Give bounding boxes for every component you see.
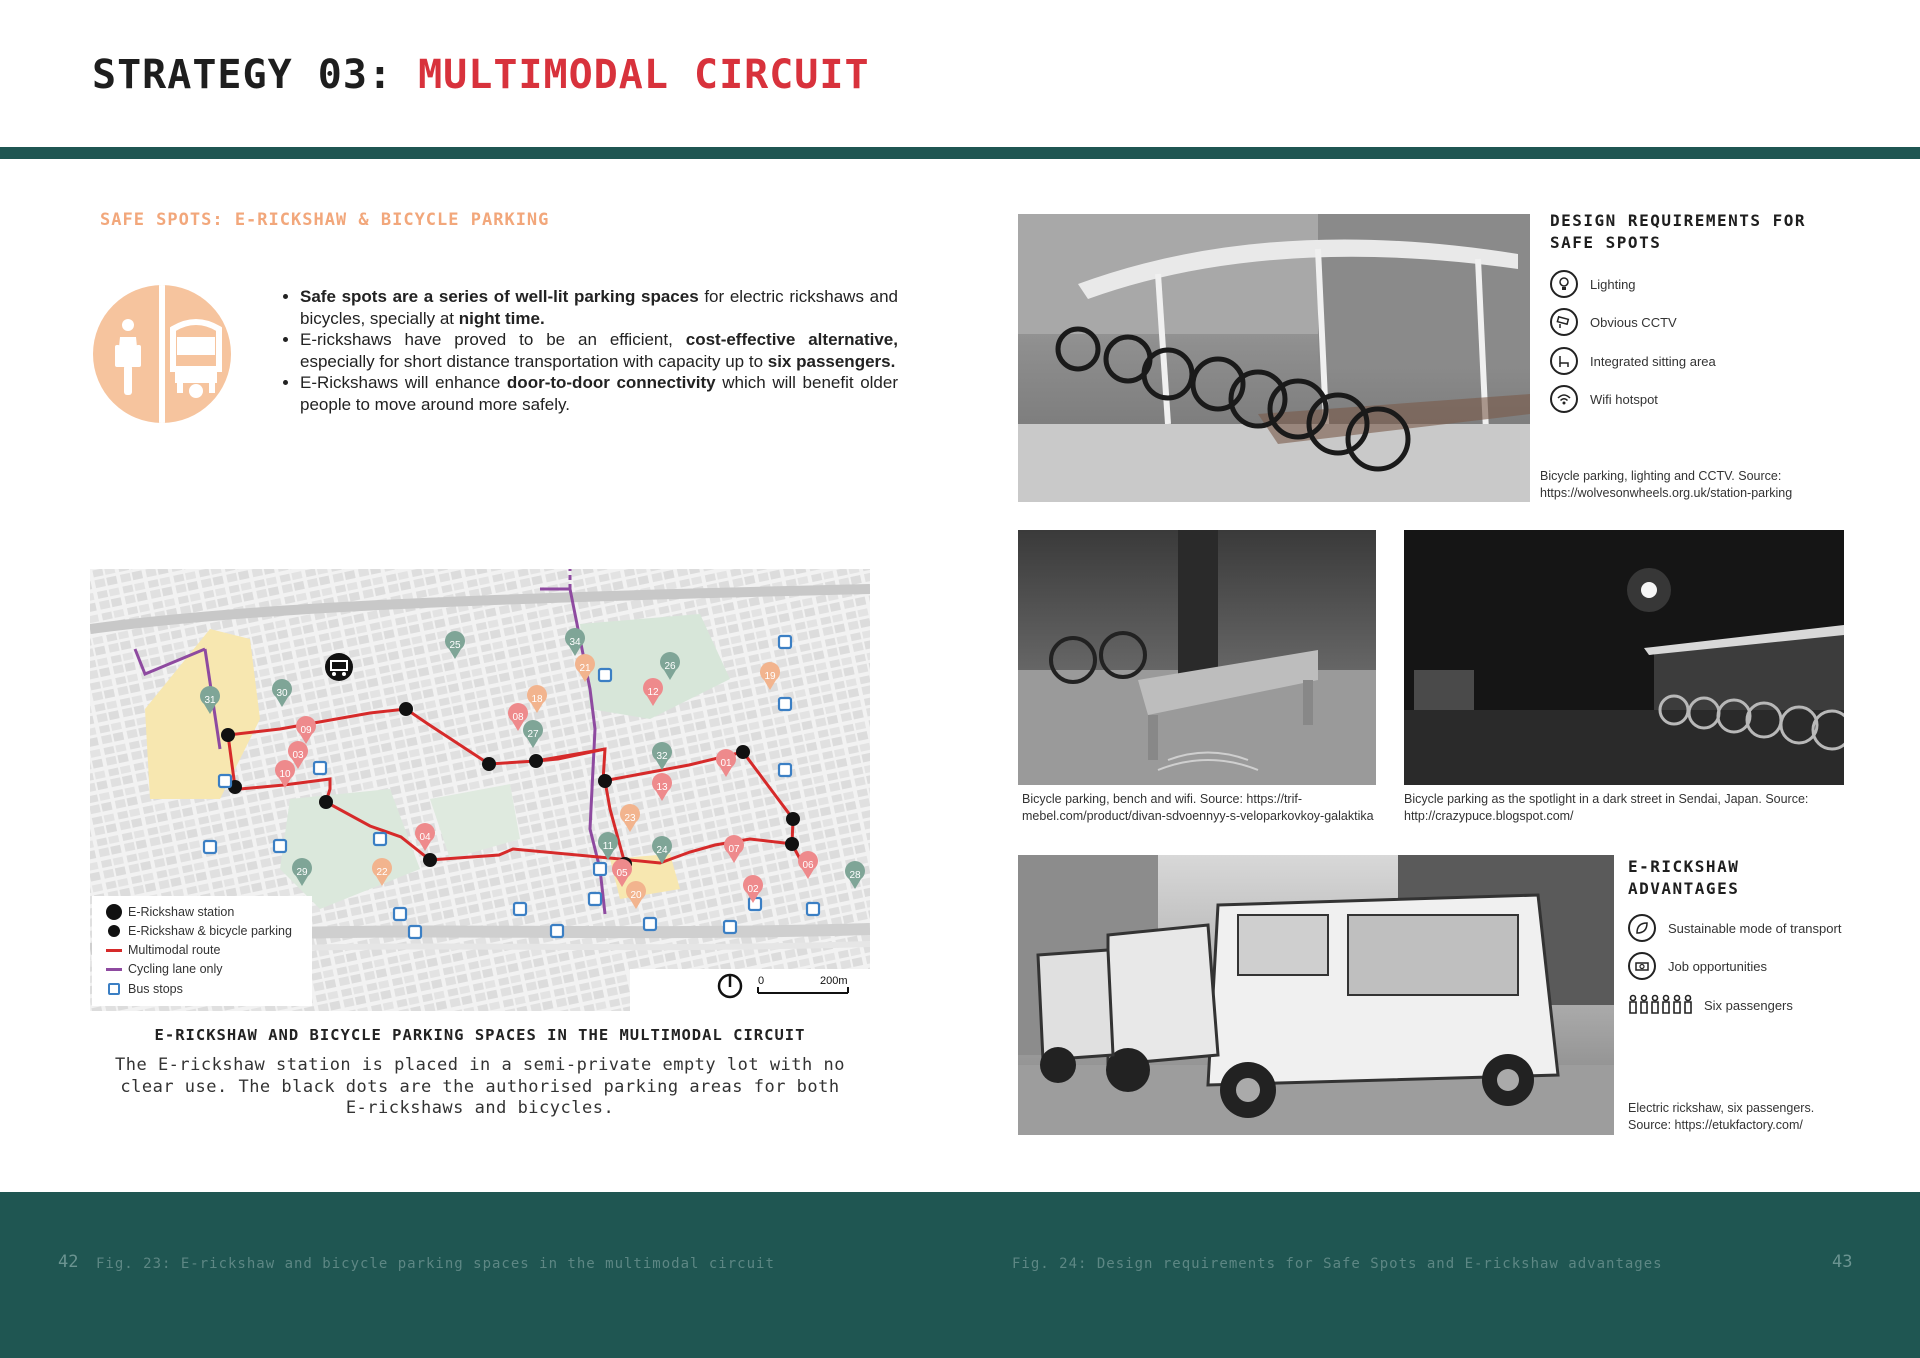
parking-dot	[221, 728, 235, 742]
leaf-icon	[1628, 914, 1656, 942]
scale-end-label: 200m	[820, 975, 848, 987]
advantages-title: E-RICKSHAW ADVANTAGES	[1628, 857, 1740, 898]
parking-dot	[482, 757, 496, 771]
legend-label: Multimodal route	[128, 943, 221, 957]
section-subtitle: SAFE SPOTS: E-RICKSHAW & BICYCLE PARKING	[100, 210, 550, 230]
bus-stop-marker	[374, 833, 386, 845]
advantage-item-jobs	[1628, 952, 1767, 980]
legend-item	[106, 904, 234, 920]
bench-illustration	[1018, 530, 1376, 785]
legend-label: E-Rickshaw station	[128, 905, 235, 919]
design-item-cctv	[1550, 308, 1677, 336]
design-item-lighting	[1550, 270, 1636, 298]
bicycle-rickshaw-icon	[93, 285, 231, 423]
bicycle-shelter-illustration	[1018, 214, 1530, 502]
bus-stop-marker	[779, 636, 791, 648]
parking-dot	[598, 774, 612, 788]
bus-stop-marker	[724, 921, 736, 933]
pin-label: 19	[764, 671, 776, 682]
bench-wifi-photo	[1018, 530, 1376, 785]
legend-label: Bus stops	[128, 982, 183, 996]
night-street-illustration	[1404, 530, 1844, 785]
pin-label: 30	[276, 688, 288, 699]
bus-stop-marker	[409, 926, 421, 938]
bus-stop-marker	[394, 908, 406, 920]
pin-label: 11	[602, 841, 614, 852]
bullet-bold-text: six passengers.	[767, 351, 896, 371]
money-icon	[1628, 952, 1656, 980]
bus-stop-marker	[274, 840, 286, 852]
page-number-right: 43	[1832, 1252, 1853, 1272]
bus-stop-marker	[599, 669, 611, 681]
design-requirements-title: DESIGN REQUIREMENTS FOR SAFE SPOTS	[1550, 211, 1807, 252]
bullet-text: especially for short distance transportation with capacity up to	[300, 351, 768, 371]
pin-label: 21	[579, 663, 591, 674]
passengers-icon	[1628, 994, 1694, 1017]
bullet-bold-text: night time.	[458, 308, 545, 328]
title-prefix: STRATEGY 03:	[92, 52, 419, 98]
pin-label: 34	[569, 637, 581, 648]
pin-label: 07	[728, 844, 740, 855]
purple-line-icon	[106, 968, 122, 971]
map-caption-title: E-RICKSHAW AND BICYCLE PARKING SPACES IN THE MULTIMODAL CIRCUIT	[154, 1026, 806, 1044]
night-photo-caption: Bicycle parking as the spotlight in a dark street in Sendai, Japan. Source: http://crazypuce.blogspot.com/	[1404, 792, 1809, 823]
bullet-bold-text: cost-effective alternative,	[685, 330, 898, 349]
legend-label: Cycling lane only	[128, 962, 223, 976]
pin-label: 08	[512, 712, 524, 723]
scale-start-label: 0	[758, 975, 765, 987]
bus-stop-marker	[779, 764, 791, 776]
pin-label: 09	[300, 725, 312, 736]
advantage-item-passengers	[1628, 994, 1793, 1017]
bus-stop-marker	[314, 762, 326, 774]
design-item-label: Wifi hotspot	[1590, 391, 1658, 407]
pin-label: 10	[279, 769, 291, 780]
pin-label: 06	[802, 860, 814, 871]
bullet-text: E-Rickshaws will enhance	[300, 373, 507, 392]
bus-stop-marker	[551, 925, 563, 937]
parking-dot	[319, 795, 333, 809]
design-item-wifi	[1550, 385, 1658, 413]
design-item-label: Lighting	[1590, 276, 1636, 292]
bullet-bold-text: Safe spots are a series of well-lit parking spaces	[300, 287, 699, 306]
pin-label: 24	[656, 845, 668, 856]
map-caption-text: The E-rickshaw station is placed in a semi-private empty lot with no clear use. The black dots are the authorised parking areas for both E-rickshaws and bicycles.	[115, 1055, 845, 1118]
rickshaw-illustration	[1018, 855, 1614, 1135]
bus-stop-icon	[108, 983, 120, 995]
parking-dot	[529, 754, 543, 768]
rickshaw-photo-caption: Electric rickshaw, six passengers. Source: https://etukfactory.com/	[1628, 1101, 1815, 1132]
bicycle-shelter-photo	[1018, 214, 1530, 502]
pin-label: 03	[292, 750, 304, 761]
rickshaw-station-icon	[106, 904, 122, 920]
bus-stop-marker	[594, 863, 606, 875]
pin-label: 04	[419, 832, 431, 843]
pin-label: 02	[747, 884, 759, 895]
bus-stop-marker	[514, 903, 526, 915]
pin-label: 01	[720, 758, 732, 769]
footer-bar	[0, 1192, 1920, 1358]
bullet-text: which will benefit older people to move around more safely.	[300, 373, 899, 414]
design-item-label: Obvious CCTV	[1590, 314, 1677, 330]
pin-label: 26	[664, 661, 676, 672]
bullet-list	[268, 286, 898, 415]
icon-divider	[159, 285, 165, 423]
parking-dot	[399, 702, 413, 716]
bus-stop-marker	[779, 698, 791, 710]
legend-item	[106, 943, 220, 957]
bus-stop-marker	[749, 898, 761, 910]
parking-dot	[786, 812, 800, 826]
advantage-label: Six passengers	[1704, 998, 1793, 1013]
figure-caption-left: Fig. 23: E-rickshaw and bicycle parking spaces in the multimodal circuit	[96, 1256, 775, 1272]
rickshaw-station-icon	[325, 653, 353, 681]
design-item-seat	[1550, 347, 1716, 375]
top-divider-bar	[0, 147, 1920, 159]
figure-caption-right: Fig. 24: Design requirements for Safe Spots and E-rickshaw advantages	[1012, 1256, 1663, 1272]
title-highlight: MULTIMODAL CIRCUIT	[418, 52, 870, 98]
legend-item	[106, 982, 183, 996]
bullet-text: E-rickshaws have proved to be an efficient,	[300, 330, 686, 349]
legend-label: E-Rickshaw & bicycle parking	[128, 924, 292, 938]
parking-dot	[736, 745, 750, 759]
pin-label: 29	[296, 867, 308, 878]
bus-stop-marker	[589, 893, 601, 905]
map-legend	[92, 896, 312, 1006]
bullet-item	[300, 329, 898, 372]
bullet-bold-text: door-to-door connectivity	[506, 373, 716, 392]
pin-label: 28	[849, 870, 861, 881]
pin-label: 18	[531, 694, 543, 705]
scale-bar	[630, 969, 870, 1011]
design-item-label: Integrated sitting area	[1590, 353, 1716, 369]
bus-stop-marker	[644, 918, 656, 930]
night-parking-photo	[1404, 530, 1844, 785]
parking-dot	[785, 837, 799, 851]
legend-item	[106, 962, 223, 976]
bullet-item	[300, 372, 898, 415]
advantage-label: Sustainable mode of transport	[1668, 920, 1842, 936]
bus-stop-marker	[219, 775, 231, 787]
page-number-left: 42	[58, 1252, 79, 1272]
legend-item	[106, 924, 292, 938]
pin-label: 05	[616, 868, 628, 879]
advantage-label: Job opportunities	[1668, 958, 1768, 974]
red-line-icon	[106, 949, 122, 952]
pin-label: 22	[376, 867, 388, 878]
cctv-icon	[1550, 308, 1578, 336]
black-dot-icon	[108, 925, 120, 937]
bus-stop-marker	[807, 903, 819, 915]
pin-label: 31	[204, 695, 216, 706]
bench-photo-caption: Bicycle parking, bench and wifi. Source: https://trif-mebel.com/product/divan-sdvoennyy-s-veloparkovkoy-galaktika	[1022, 792, 1374, 823]
pin-label: 20	[630, 890, 642, 901]
shelter-photo-caption: Bicycle parking, lighting and CCTV. Source: https://wolvesonwheels.org.uk/station-parking	[1540, 469, 1793, 500]
pin-label: 25	[449, 640, 461, 651]
lightbulb-icon	[1550, 270, 1578, 298]
bullet-item	[300, 286, 898, 329]
electric-rickshaw-photo	[1018, 855, 1614, 1135]
page-title	[92, 52, 870, 98]
advantage-item-sustainable	[1628, 914, 1841, 942]
pin-label: 32	[656, 751, 668, 762]
pin-label: 12	[647, 687, 659, 698]
bus-stop-marker	[204, 841, 216, 853]
pin-label: 13	[656, 782, 668, 793]
parking-dot	[423, 853, 437, 867]
pin-label: 23	[624, 813, 636, 824]
bullet-text: for electric rickshaws and bicycles, specially at	[300, 287, 898, 328]
seat-icon	[1550, 347, 1578, 375]
pin-label: 27	[527, 729, 539, 740]
wifi-icon	[1550, 385, 1578, 413]
